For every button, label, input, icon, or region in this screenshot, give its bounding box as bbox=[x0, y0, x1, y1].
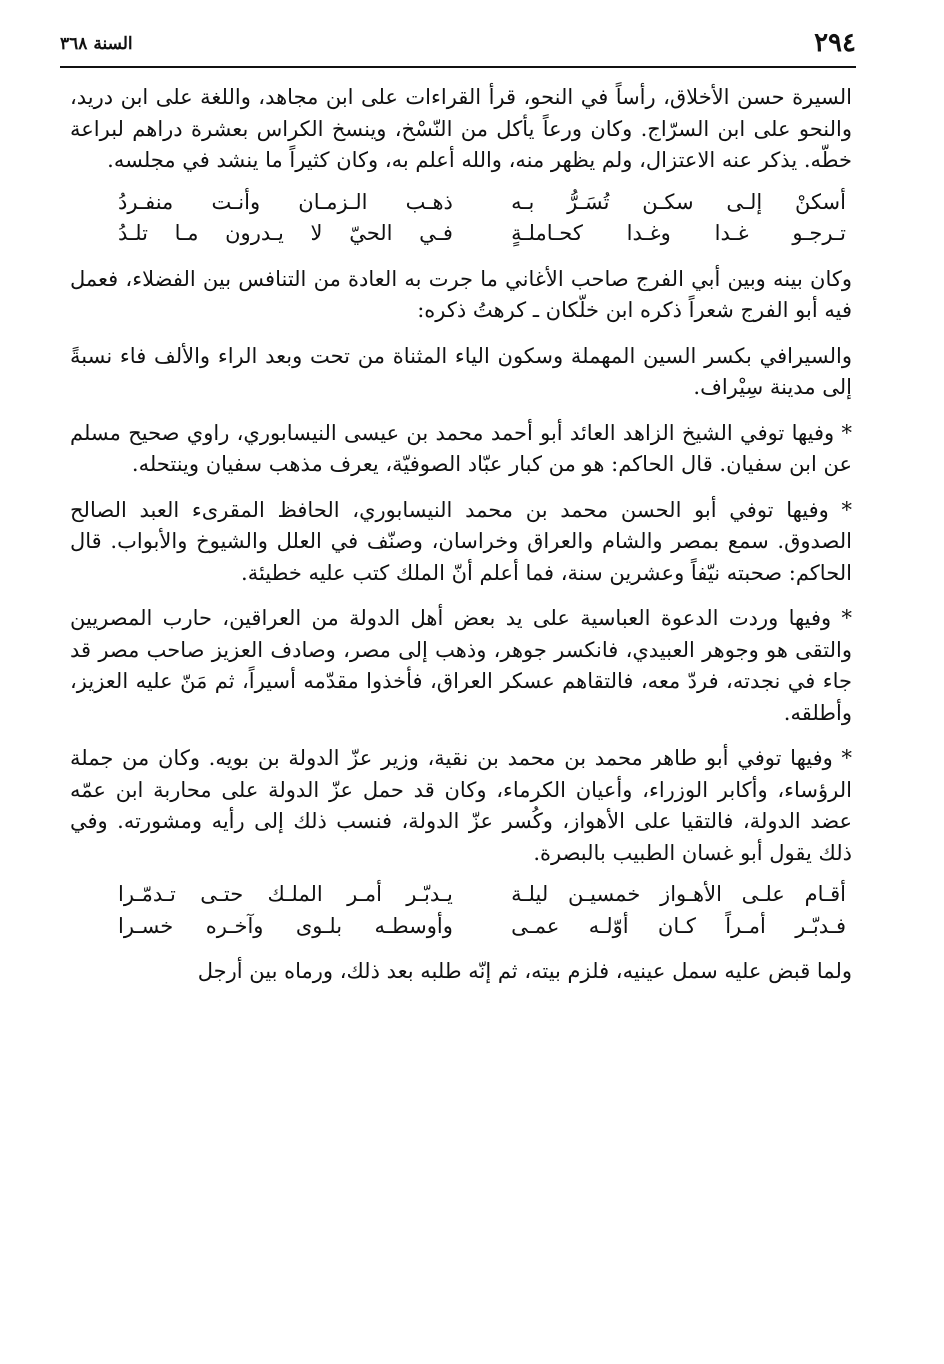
paragraph-continued: ولما قبض عليه سمل عينيه، فلزم بيته، ثم إنّه طلبه بعد ذلك، ورماه بين أرجل bbox=[197, 959, 852, 983]
hemistich: أسكنْ إلـى سكـن تُسَـرُّ بـه bbox=[511, 189, 846, 214]
hemistich: فـي الحيّ لا يـدرون مـا تلـدُ bbox=[118, 221, 453, 245]
hemistich: ذهـب الـزمـان وأنـت منفـردُ bbox=[118, 189, 453, 214]
paragraph-sirafi-nisba: والسيرافي بكسر السين المهملة وسكون الياء المثناة من تحت وبعد الراء والألف فاء نسبةً إلى مدينة سِيْراف. bbox=[70, 343, 852, 399]
hemistich: فـدبّـر أمـراً كـان أوّلـه عمـى bbox=[511, 913, 846, 938]
poem-2-verse-2 bbox=[70, 911, 846, 943]
paragraph-entry-nisaburi-2: * وفيها توفي أبو الحسن محمد بن محمد النيسابوري، الحافظ المقرىء العبد الصالح الصدوق. سمع بمصر والشام والعراق وخراسان، وصنّف في العلل والشيوخ والأبواب. قال الحاكم: صحبته نيّفاً وعشرين سنة، فما أعلم أنّ الملك كتب عليه خطيئة. bbox=[70, 497, 852, 585]
hemistich: يـدبّـر أمـر الملـك حتـى تـدمّـرا bbox=[118, 882, 453, 906]
paragraph-sirafi-bio: السيرة حسن الأخلاق، رأساً في النحو، قرأ القراءات على ابن مجاهد، واللغة على ابن دريد، والنحو على ابن السرّاج. وكان ورعاً يأكل من النّسْخ، وينسخ الكراس بعشرة دراهم لبراعة خطّه. يذكر عنه الاعتزال، ولم يظهر منه، والله أعلم به، وكان كثيراً ما ينشد في مجلسه. bbox=[70, 85, 852, 172]
hemistich: وأوسطـه بلـوى وآخـره خسـرا bbox=[118, 913, 453, 938]
hemistich: أقـام علـى الأهـواز خمسيـن ليلـة bbox=[511, 882, 846, 906]
poem-1-verse-2 bbox=[70, 218, 846, 250]
paragraph-entry-ibn-naqiyya: * وفيها توفي أبو طاهر محمد بن محمد بن نقية، وزير عزّ الدولة بن بويه. وكان من جملة الرؤساء، وأكابر الوزراء، وأعيان الكرماء، وكان قد حمل عزّ الدولة على محاربة ابن عمّه عضد الدولة، فالتقيا على الأهواز، وكُسر عزّ الدولة، فنسب ذلك إلى رأيه ومشورته. وفي ذلك يقول أبو غسان الطبيب بالبصرة. bbox=[70, 746, 852, 865]
poem-2 bbox=[70, 879, 852, 942]
page-header bbox=[60, 22, 856, 68]
paragraph-entry-abbasid-call: * وفيها وردت الدعوة العباسية على يد بعض أهل الدولة من العراقين، حارب المصريين والتقى هو وجوهر العبيدي، فانكسر جوهر، وذهب إلى مصر، وصادف العزيز صاحب مصر قد جاء في نجدته، فردّ معه، فالتقاهم عسكر العراق، فأخذوا مقدّمه أسيراً، ثم مَنّ عليه العزيز، وأطلقه. bbox=[70, 606, 852, 725]
poem-2-verse-1 bbox=[70, 879, 846, 911]
hemistich: تـرجـو غـدا وغـدا كحـاملـةٍ bbox=[511, 221, 846, 245]
page-body bbox=[70, 82, 852, 998]
paragraph-abu-al-faraj: وكان بينه وبين أبي الفرج صاحب الأغاني ما جرت به العادة من التنافس بين الفضلاء، فعمل فيه أبو الفرج شعراً ذكره ابن خلّكان ـ كرهتُ ذكره: bbox=[70, 266, 852, 322]
page-number: ٢٩٤ bbox=[814, 28, 856, 58]
paragraph-entry-nisaburi-1: * وفيها توفي الشيخ الزاهد العائد أبو أحمد محمد بن عيسى النيسابوري، راوي صحيح مسلم عن ابن سفيان. قال الحاكم: هو من كبار عبّاد الصوفيّة، يعرف مذهب سفيان وينتحله. bbox=[70, 420, 852, 476]
running-title: السنة ٣٦٨ bbox=[60, 34, 133, 54]
poem-1 bbox=[70, 187, 852, 250]
poem-1-verse-1 bbox=[70, 187, 846, 219]
